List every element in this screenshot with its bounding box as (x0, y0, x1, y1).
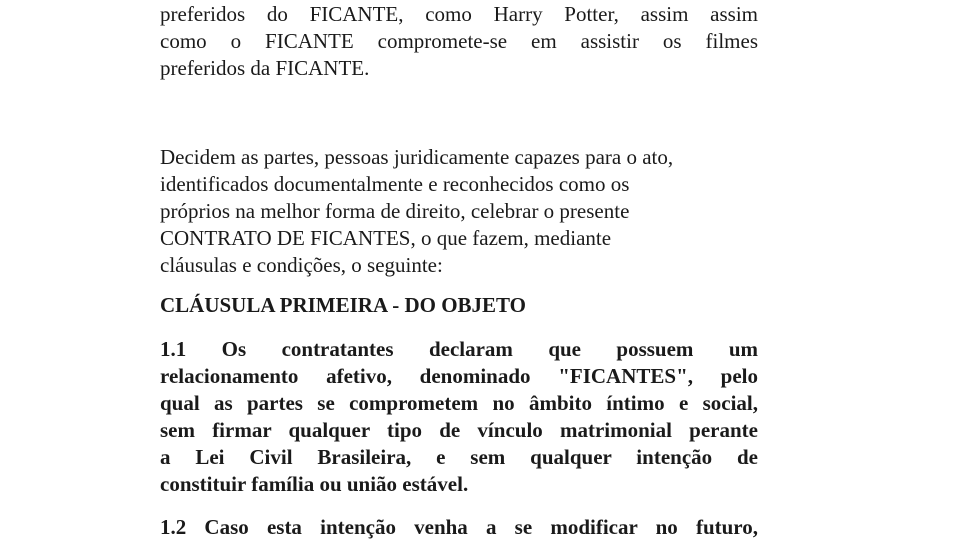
intro-line-1: preferidos do FICANTE, como Harry Potter, assim assim (160, 2, 758, 26)
intro-line-3: preferidos da FICANTE. (160, 56, 370, 80)
parties-line-3: próprios na melhor forma de direito, celebrar o presente (160, 199, 630, 223)
intro-line-2: como o FICANTE compromete-se em assistir os filmes (160, 29, 758, 53)
parties-line-4: CONTRATO DE FICANTES, o que fazem, mediante (160, 226, 612, 250)
clause-1-1-line-4: sem firmar qualquer tipo de vínculo matrimonial perante (160, 418, 758, 442)
clause-1-1-line-2: relacionamento afetivo, denominado "FICANTES", pelo (160, 364, 758, 388)
clause-1-1-line-5: a Lei Civil Brasileira, e sem qualquer intenção de (160, 445, 758, 469)
parties-line-1: Decidem as partes, pessoas juridicamente capazes para o ato, (160, 145, 674, 169)
clause-1-1-line-3: qual as partes se comprometem no âmbito íntimo e social, (160, 391, 758, 415)
parties-line-5: cláusulas e condições, o seguinte: (160, 253, 443, 277)
clause-1-2-line-1: 1.2 Caso esta intenção venha a se modificar no futuro, (160, 515, 758, 539)
clause-heading: CLÁUSULA PRIMEIRA - DO OBJETO (160, 293, 527, 317)
clause-1-1-line-1: 1.1 Os contratantes declaram que possuem um (160, 337, 758, 361)
clause-1-1-line-6: constituir família ou união estável. (160, 472, 469, 496)
parties-line-2: identificados documentalmente e reconhecidos como os (160, 172, 630, 196)
